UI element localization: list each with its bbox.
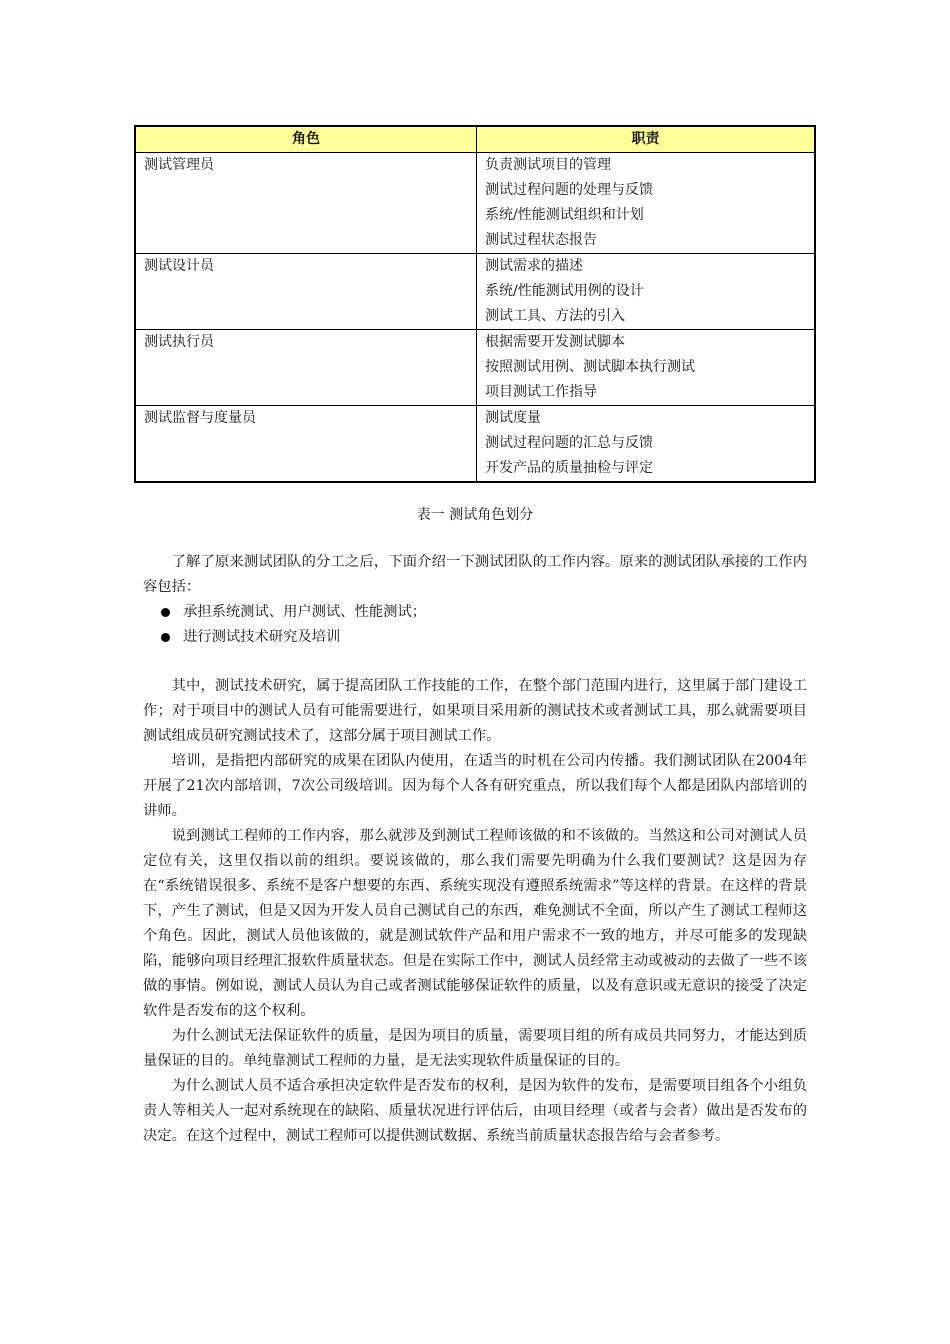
bullet-list xyxy=(143,600,807,650)
header-duty: 职责 xyxy=(477,126,816,153)
duty-cell xyxy=(477,153,816,254)
list-item xyxy=(143,600,807,625)
body-block xyxy=(143,674,807,1149)
duty-item: 根据需要开发测试脚本 xyxy=(485,334,625,350)
duty-item: 测试工具、方法的引入 xyxy=(485,308,625,324)
duty-item: 测试度量 xyxy=(485,410,541,426)
bullet-icon xyxy=(161,633,170,642)
duty-item: 负责测试项目的管理 xyxy=(485,157,611,173)
duty-item: 测试过程问题的处理与反馈 xyxy=(485,182,653,198)
paragraph: 培训，是指把内部研究的成果在团队内使用，在适当的时机在公司内传播。我们测试团队在2004年开展了21次内部培训，7次公司级培训。因为每个人各有研究重点，所以我们每个人都是团队内部培训的讲师。 xyxy=(143,753,807,819)
paragraph: 其中，测试技术研究，属于提高团队工作技能的工作，在整个部门范围内进行，这里属于部门建设工作；对于项目中的测试人员有可能需要进行，如果项目采用新的测试技术或者测试工具，那么就需要项目测试组成员研究测试技术了，这部分属于项目测试工作。 xyxy=(143,678,807,744)
duty-item: 测试过程问题的汇总与反馈 xyxy=(485,435,653,451)
duty-item: 测试需求的描述 xyxy=(485,258,583,274)
duty-item: 系统/性能测试组织和计划 xyxy=(485,207,644,223)
table-row xyxy=(135,254,815,330)
bullet-text: 进行测试技术研究及培训 xyxy=(183,629,341,645)
paragraph: 说到测试工程师的工作内容，那么就涉及到测试工程师该做的和不该做的。当然这和公司对测试人员定位有关，这里仅指以前的组织。要说该做的，那么我们需要先明确为什么我们要测试？这是因为存在“系统错误很多、系统不是客户想要的东西、系统实现没有遵照系统需求”等这样的背景。在这样的背景下，产生了测试，但是又因为开发人员自己测试自己的东西，难免测试不全面，所以产生了测试工程师这个角色。因此，测试人员他该做的，就是测试软件产品和用户需求不一致的地方，并尽可能多的发现缺陷，能够向项目经理汇报软件质量状态。但是在实际工作中，测试人员经常主动或被动的去做了一些不该做的事情。例如说，测试人员认为自己或者测试能够保证软件的质量，以及有意识或无意识的接受了决定软件是否发布的这个权利。 xyxy=(143,828,807,1019)
paragraph: 为什么测试人员不适合承担决定软件是否发布的权利，是因为软件的发布，是需要项目组各个小组负责人等相关人一起对系统现在的缺陷、质量状况进行评估后，由项目经理（或者与会者）做出是否发布的决定。在这个过程中，测试工程师可以提供测试数据、系统当前质量状态报告给与会者参考。 xyxy=(143,1078,807,1144)
intro-block xyxy=(143,550,807,650)
roles-table xyxy=(134,125,816,483)
duty-cell xyxy=(477,406,816,483)
list-item xyxy=(143,625,807,650)
paragraph: 为什么测试无法保证软件的质量，是因为项目的质量，需要项目组的所有成员共同努力，才能达到质量保证的目的。单纯靠测试工程师的力量，是无法实现软件质量保证的目的。 xyxy=(143,1028,807,1069)
table-row xyxy=(135,153,815,254)
role-cell: 测试设计员 xyxy=(135,254,477,330)
duty-item: 按照测试用例、测试脚本执行测试 xyxy=(485,359,695,375)
table-row xyxy=(135,330,815,406)
duty-cell xyxy=(477,254,816,330)
role-cell: 测试管理员 xyxy=(135,153,477,254)
header-role: 角色 xyxy=(135,126,477,153)
role-cell: 测试监督与度量员 xyxy=(135,406,477,483)
table-header-row xyxy=(135,126,815,153)
duty-item: 测试过程状态报告 xyxy=(485,232,597,248)
bullet-icon xyxy=(161,608,170,617)
duty-item: 项目测试工作指导 xyxy=(485,384,597,400)
role-cell: 测试执行员 xyxy=(135,330,477,406)
table-row xyxy=(135,406,815,483)
duty-item: 开发产品的质量抽检与评定 xyxy=(485,460,653,476)
bullet-text: 承担系统测试、用户测试、性能测试； xyxy=(183,604,427,620)
duty-cell xyxy=(477,330,816,406)
table-caption: 表一 测试角色划分 xyxy=(416,507,534,523)
intro-paragraph: 了解了原来测试团队的分工之后，下面介绍一下测试团队的工作内容。原来的测试团队承接的工作内容包括： xyxy=(143,554,807,595)
duty-item: 系统/性能测试用例的设计 xyxy=(485,283,644,299)
